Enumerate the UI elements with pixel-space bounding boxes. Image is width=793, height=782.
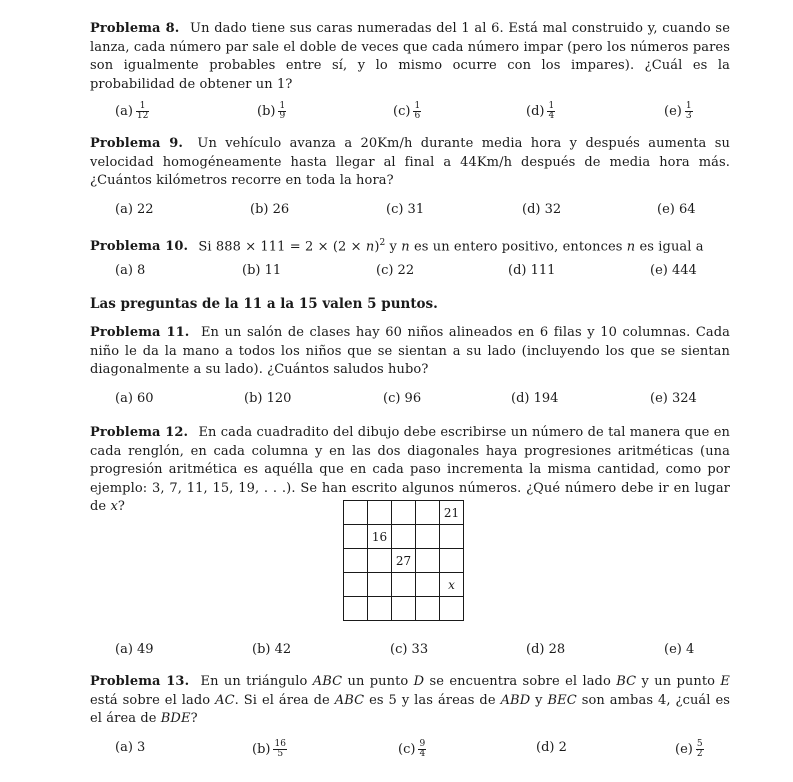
grid-cell: [416, 597, 440, 621]
problem-12-statement: Problema 12. En cada cuadradito del dibujo debe escribirse un número de tal manera que en cada renglón, en cada columna y en las dos diagonales haya progresiones aritméticas (una progresión aritmética es aquélla que en cada paso incrementa la misma cantidad, como por ejemplo: 3, 7, 11, 15, 19, . . .). Se han escrito algunos números. ¿Qué número debe ir en lugar de x?: [90, 425, 731, 514]
problem-8-statement: [90, 20, 730, 94]
problem-11-options: [90, 391, 730, 411]
option-a[interactable]: (a) $\frac{1}{12}$: [115, 101, 149, 121]
problem-12-options: [90, 642, 730, 662]
problem-13-statement: Problema 13. En un triángulo ABC un punto D se encuentra sobre el lado BC y un punto E está sobre el lado AC. Si el área de ABC es 5 y las áreas de ABD y BEC son ambas 4, ¿cuál es el área de BDE?: [90, 674, 731, 726]
grid-cell: [344, 501, 368, 525]
fraction: $\frac{1}{3}$: [685, 101, 692, 121]
number-grid: [343, 500, 464, 621]
grid-row: [344, 597, 464, 621]
option-b[interactable]: (b) 42: [252, 642, 292, 657]
problem-11-text: En un salón de clases hay 60 niños alineados en 6 filas y 10 columnas. Cada niño le da la mano a todos los niños que se sientan a su lado (incluyendo los que se sientan diagonalmente a su lado). ¿Cuántos saludos hubo?: [90, 325, 731, 377]
grid-cell: [416, 573, 440, 597]
option-a[interactable]: (a) 22: [115, 202, 154, 217]
option-d[interactable]: (d) 194: [511, 391, 559, 406]
fraction: $\frac{1}{12}$: [136, 101, 149, 121]
grid-cell: [416, 525, 440, 549]
grid-cell: [368, 597, 392, 621]
grid-cell: [416, 501, 440, 525]
problem-8-label: Problema 8.: [90, 21, 180, 36]
option-c[interactable]: (c) 22: [376, 263, 415, 278]
grid-cell: [440, 597, 464, 621]
fraction: $\frac{1}{6}$: [414, 101, 421, 121]
option-a[interactable]: (a) 8: [115, 263, 146, 278]
problem-13: [90, 673, 730, 729]
option-e[interactable]: (e) 64: [657, 202, 696, 217]
fraction: $\frac{1}{9}$: [279, 101, 286, 121]
grid-cell: [392, 525, 416, 549]
problem-11: [90, 324, 730, 380]
section-heading: Las preguntas de la 11 a la 15 valen 5 puntos.: [90, 296, 438, 312]
fraction: $\frac{16}{5}$: [274, 739, 286, 759]
grid-cell: [392, 501, 416, 525]
option-a[interactable]: (a) 60: [115, 391, 154, 406]
problem-11-statement: [90, 324, 730, 380]
grid-row: [344, 549, 464, 573]
grid-cell: [440, 525, 464, 549]
problem-8-text: Un dado tiene sus caras numeradas del 1 al 6. Está mal construido y, cuando se lanza, cada número par sale el doble de veces que cada número impar (pero los números pares son igualmente probables entre sí, y lo mismo ocurre con los impares). ¿Cuál es la probabilidad de obtener un 1?: [90, 21, 730, 92]
option-d[interactable]: (d) $\frac{1}{4}$: [526, 101, 555, 121]
grid-cell: [368, 573, 392, 597]
grid-row: [344, 501, 464, 525]
option-a[interactable]: (a) 3: [115, 740, 146, 755]
problem-8-options: [90, 102, 730, 122]
fraction: $\frac{9}{4}$: [419, 739, 426, 759]
option-e[interactable]: (e) 324: [650, 391, 697, 406]
option-a[interactable]: (a) 49: [115, 642, 154, 657]
grid-cell: [368, 549, 392, 573]
grid-cell: [440, 549, 464, 573]
option-d[interactable]: (d) 28: [526, 642, 566, 657]
problem-9-statement: [90, 135, 730, 191]
option-d[interactable]: (d) 111: [508, 263, 556, 278]
problem-13-options: [90, 740, 730, 760]
problem-9: [90, 135, 730, 191]
problem-12-label: Problema 12.: [90, 425, 189, 440]
option-b[interactable]: (b) 26: [250, 202, 290, 217]
problem-9-text: Un vehículo avanza a 20Km/h durante media hora y después aumenta su velocidad homogéneamente hasta llegar al final a 44Km/h después de media hora más. ¿Cuántos kilómetros recorre en toda la hora?: [90, 136, 730, 188]
grid-cell: [416, 549, 440, 573]
grid-cell: 27: [392, 549, 416, 573]
grid-cell: [344, 525, 368, 549]
problem-9-options: [90, 202, 730, 222]
option-c[interactable]: (c) $\frac{1}{6}$: [393, 101, 421, 121]
grid-cell: [344, 573, 368, 597]
option-c[interactable]: (c) 33: [390, 642, 429, 657]
option-e[interactable]: (e) $\frac{5}{2}$: [675, 739, 703, 759]
option-c[interactable]: (c) $\frac{9}{4}$: [398, 739, 426, 759]
grid-cell: x: [440, 573, 464, 597]
problem-9-label: Problema 9.: [90, 136, 184, 151]
option-d[interactable]: (d) 32: [522, 202, 562, 217]
option-b[interactable]: (b) 120: [244, 391, 292, 406]
option-e[interactable]: (e) $\frac{1}{3}$: [664, 101, 692, 121]
grid-cell: 16: [368, 525, 392, 549]
option-b[interactable]: (b) $\frac{1}{9}$: [257, 101, 286, 121]
grid-cell: 21: [440, 501, 464, 525]
option-d[interactable]: (d) 2: [536, 740, 567, 755]
option-c[interactable]: (c) 96: [383, 391, 422, 406]
option-e[interactable]: (e) 4: [664, 642, 695, 657]
fraction: $\frac{1}{4}$: [548, 101, 555, 121]
option-c[interactable]: (c) 31: [386, 202, 425, 217]
grid-cell: [392, 573, 416, 597]
grid-cell: [392, 597, 416, 621]
option-b[interactable]: (b) $\frac{16}{5}$: [252, 739, 286, 759]
grid-row: [344, 525, 464, 549]
grid-cell: [368, 501, 392, 525]
problem-11-label: Problema 11.: [90, 325, 190, 340]
problem-10: [90, 234, 730, 257]
option-b[interactable]: (b) 11: [242, 263, 282, 278]
grid-cell: [344, 549, 368, 573]
fraction: $\frac{5}{2}$: [696, 739, 703, 759]
problem-10-label: Problema 10.: [90, 239, 189, 255]
problem-10-options: [90, 263, 730, 283]
problem-8: [90, 20, 730, 94]
grid-cell: [344, 597, 368, 621]
option-e[interactable]: (e) 444: [650, 263, 697, 278]
problem-10-statement: Problema 10. Si $888 \times 111 = 2 \times (2 \times n)^2$ y n es un entero positivo, entonces n es igual a: [90, 238, 704, 255]
grid-row: [344, 573, 464, 597]
problem-13-label: Problema 13.: [90, 674, 190, 689]
